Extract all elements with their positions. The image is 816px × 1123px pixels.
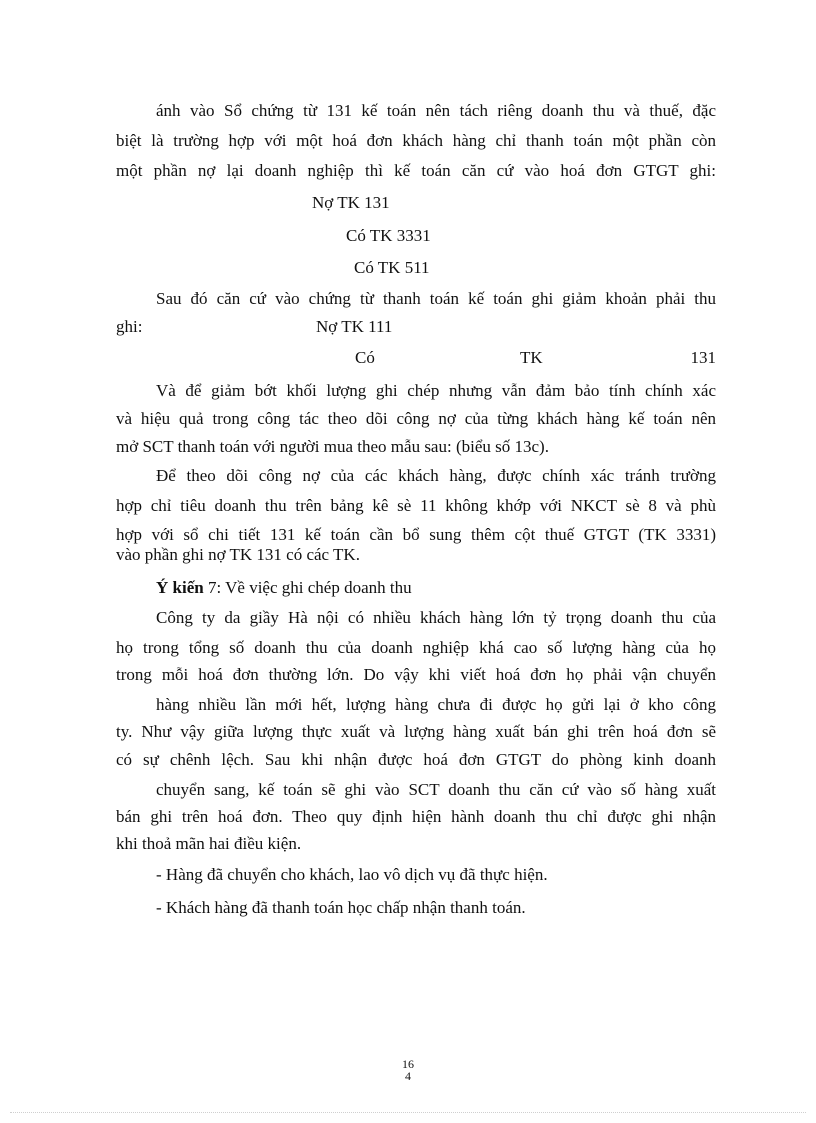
text-line: khi thoả mãn hai điều kiện. <box>116 834 302 853</box>
bullet-item: - Khách hàng đã thanh toán học chấp nhận thanh toán. <box>156 898 526 917</box>
text-line: Công ty da giầy Hà nội có nhiều khách hàng lớn tỷ trọng doanh thu của <box>156 608 716 627</box>
account-number: 131 <box>690 348 716 367</box>
text-line: một phần nợ lại doanh nghiệp thì kế toán căn cứ vào hoá đơn GTGT ghi: <box>116 161 716 180</box>
text-line: ánh vào Sổ chứng từ 131 kế toán nên tách riêng doanh thu và thuế, đặc <box>156 101 716 120</box>
page-number <box>396 1058 420 1082</box>
text-line: hợp với sổ chi tiết 131 kế toán cần bổ sung thêm cột thuế GTGT (TK 3331) <box>116 525 716 544</box>
entry-debit-111: Nợ TK 111 <box>316 317 393 336</box>
text-line: biệt là trường hợp với một hoá đơn khách hàng chỉ thanh toán một phần còn <box>116 131 716 150</box>
heading-bold: Ý kiến <box>156 578 204 597</box>
entry-credit-3331: Có TK 3331 <box>346 226 431 245</box>
text-line: ty. Như vậy giữa lượng thực xuất và lượng hàng xuất bán ghi trên hoá đơn sẽ <box>116 722 716 741</box>
page-bottom-border <box>10 1112 806 1113</box>
text-line: Sau đó căn cứ vào chứng từ thanh toán kế toán ghi giảm khoản phải thu <box>156 289 716 308</box>
entry-credit-511: Có TK 511 <box>354 258 430 277</box>
section-heading <box>156 577 412 599</box>
text-line: bán ghi trên hoá đơn. Theo quy định hiện hành doanh thu chỉ được ghi nhận <box>116 807 716 826</box>
account-label: TK <box>520 348 543 367</box>
heading-rest: 7: Về việc ghi chép doanh thu <box>203 578 412 597</box>
text-line: Và để giảm bớt khối lượng ghi chép nhưng vẫn đảm bảo tính chính xác <box>156 381 716 400</box>
text-line: hợp chỉ tiêu doanh thu trên bảng kê sè 11 không khớp với NKCT sè 8 và phù <box>116 496 716 515</box>
text-line: trong mỗi hoá đơn thường lớn. Do vậy khi viết hoá đơn họ phải vận chuyển <box>116 665 716 684</box>
bullet-item: - Hàng đã chuyển cho khách, lao vô dịch vụ đã thực hiện. <box>156 865 548 884</box>
text-line: mở SCT thanh toán với người mua theo mẫu sau: (biểu số 13c). <box>116 437 549 456</box>
text-line: Để theo dõi công nợ của các khách hàng, được chính xác tránh trường <box>156 466 716 485</box>
text-line: ghi: <box>116 317 143 336</box>
text-line: họ trong tổng số doanh thu của doanh nghiệp khá cao số lượng hàng của họ <box>116 638 716 657</box>
page-number-top: 16 <box>402 1057 414 1071</box>
text-line: có sự chênh lệch. Sau khi nhận được hoá đơn GTGT do phòng kinh doanh <box>116 750 716 769</box>
entry-debit-131: Nợ TK 131 <box>312 193 390 212</box>
text-line: và hiệu quả trong công tác theo dõi công nợ của từng khách hàng kế toán nên <box>116 409 716 428</box>
text-line: chuyển sang, kế toán sẽ ghi vào SCT doanh thu căn cứ vào số hàng xuất <box>156 780 716 799</box>
credit-label: Có <box>355 348 375 367</box>
text-line: hàng nhiều lần mới hết, lượng hàng chưa đi được họ gửi lại ở kho công <box>156 695 716 714</box>
text-line: vào phần ghi nợ TK 131 có các TK. <box>116 545 360 564</box>
page-number-bottom: 4 <box>405 1069 411 1083</box>
